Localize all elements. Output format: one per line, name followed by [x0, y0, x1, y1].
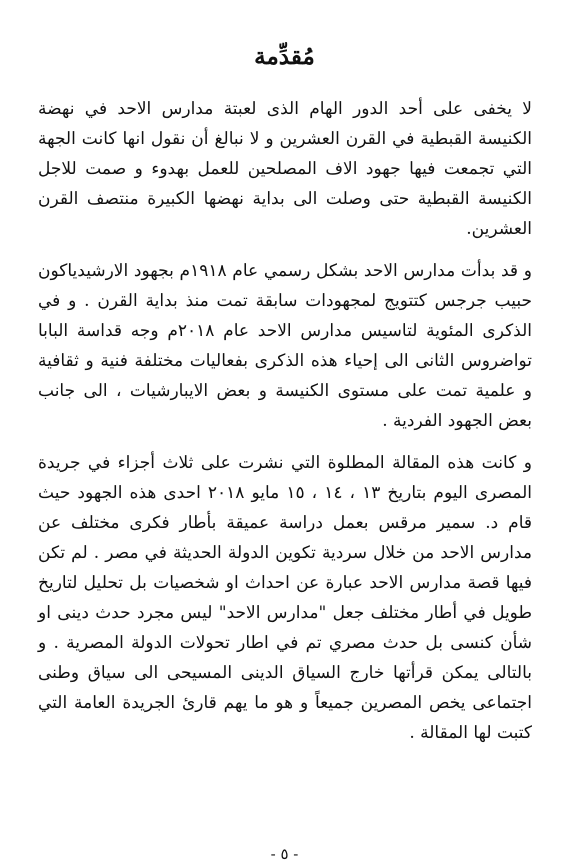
paragraph-1: لا يخفى على أحد الدور الهام الذى لعبتة مدارس الاحد في نهضة الكنيسة القبطية في القرن العشرين و لا نبالغ أن نقول انها كانت الجهة التي تجمعت فيها جهود الاف المصلحين للعمل بهدوء و صمت للاجل الكنيسة القبطية حتى وصلت الى بداية نهضها الكبيرة منتصف القرن العشرين. — [38, 99, 532, 239]
body-text — [38, 94, 532, 760]
page-number: - ٥ - — [270, 845, 299, 863]
page-title: مُقدِّمة — [254, 43, 315, 70]
paragraph-2: و قد بدأت مدارس الاحد بشكل رسمي عام ١٩١٨م بجهود الارشيدياكون حبيب جرجس كتتويج لمجهودات سابقة تمت منذ بداية القرن . و في الذكرى المئوية لتاسيس مدارس الاحد عام ٢٠١٨م وجه قداسة البابا تواضروس الثانى الى إحياء هذه الذكرى بفعاليات مختلفة فنية و ثقافية و علمية تمت على مستوى الكنيسة و بعض الايبارشيات ، الى جانب بعض الجهود الفردية . — [38, 261, 533, 431]
paragraph-3: و كانت هذه المقالة المطلوة التي نشرت على ثلاث أجزاء في جريدة المصرى اليوم بتاريخ ١٣ ، ١٤ ، ١٥ مايو ٢٠١٨ احدى هذه الجهود حيث قام د. سمير مرقس بعمل دراسة عميقة بأطار فكرى مختلف عن مدارس الاحد من خلال سردية تكوين الدولة الحديثة في مصر . لم تكن فيها قصة مدارس الاحد عبارة عن احداث او شخصيات بل تحليل لتاريخ طويل في أطار مختلف جعل "مدارس الاحد" ليس مجرد حدث دينى او شأن كنسى بل حدث مصري تم في اطار تحولات الدولة المصرية . و بالتالى يمكن قرأتها خارج السياق الدينى المسيحى الى سياق وطنى اجتماعى يخص المصرين جميعاً و هو ما يهم قارئ الجريدة العامة التي كتبت لها المقالة . — [38, 453, 532, 743]
